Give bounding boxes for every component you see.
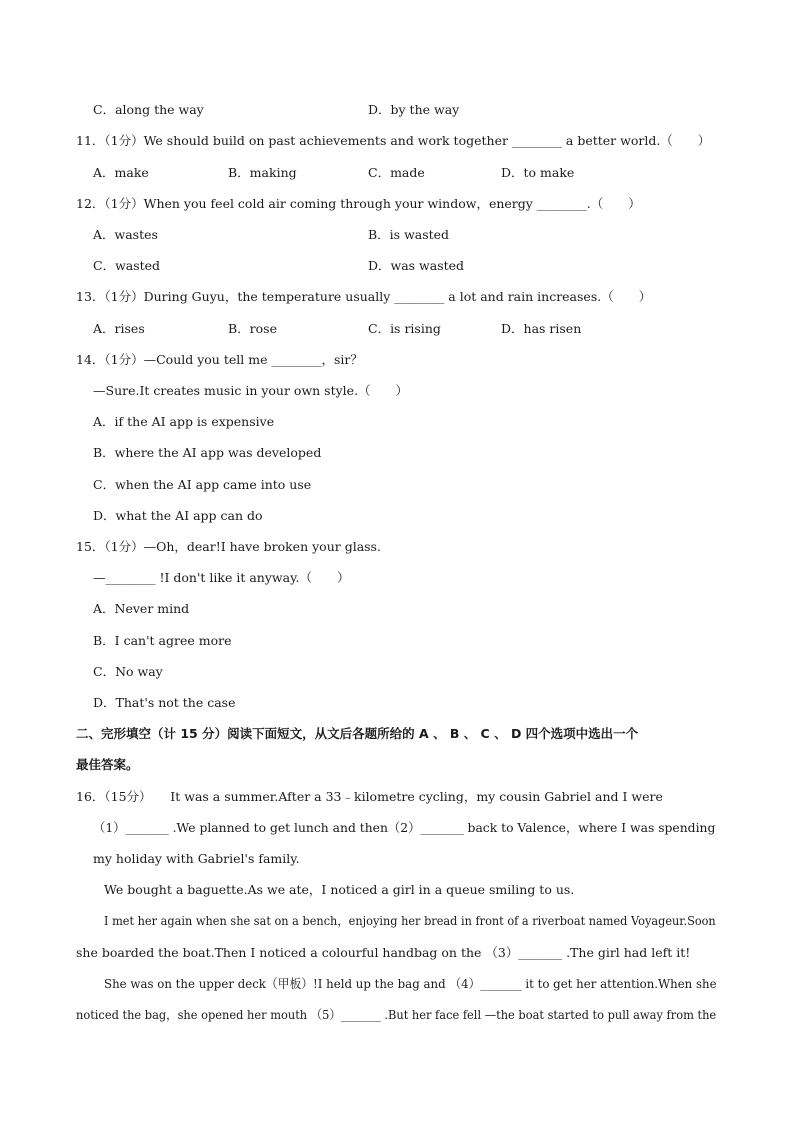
passage-line-5: I met her again when she sat on a bench，enjoying her bread in front of a riverboat named Voyageur.Soon [104,913,716,928]
q12-option-a: A．wastes [93,227,158,242]
q10-option-d: D．by the way [368,102,460,117]
passage-line-8: noticed the bag，she opened her mouth （5）_______ .But her face fell —the boat started to pull away from the [76,1007,717,1022]
q15-option-d: D．That's not the case [93,695,236,710]
q13-option-c: C．is rising [368,321,441,336]
q14-option-d: D．what the AI app can do [93,508,263,523]
q15-option-c: C．No way [93,664,163,679]
passage-line-2: （1）_______ .We planned to get lunch and then（2）_______ back to Valence，where I was spending [93,820,716,835]
q13-option-a: A．rises [93,321,145,336]
q11-option-c: C．made [368,165,425,180]
q14-option-c: C．when the AI app came into use [93,477,312,492]
q12-stem: 12．（1分）When you feel cold air coming through your window，energy ________.（ ） [76,196,641,211]
q15-reply: —________ !I don't like it anyway.（ ） [93,570,350,585]
passage-line-4: We bought a baguette.As we ate，I noticed a girl in a queue smiling to us. [104,882,575,897]
q14-option-b: B．where the AI app was developed [93,445,322,460]
q11-option-b: B．making [228,165,297,180]
q12-option-b: B．is wasted [368,227,450,242]
passage-line-7: She was on the upper deck（甲板）!I held up the bag and （4）_______ it to get her attention.When she [104,976,717,991]
q11-option-a: A．make [93,165,149,180]
q10-option-c: C．along the way [93,102,204,117]
q12-option-c: C．wasted [93,258,161,273]
q13-option-b: B．rose [228,321,277,336]
q15-stem: 15．（1分）—Oh，dear!I have broken your glass. [76,539,381,554]
q13-option-d: D．has risen [501,321,582,336]
q14-reply: —Sure.It creates music in your own style.（ ） [93,383,409,398]
q13-stem: 13．（1分）During Guyu，the temperature usually ________ a lot and rain increases.（ ） [76,289,652,304]
passage-line-3: my holiday with Gabriel's family. [93,851,300,866]
section-heading-cont: 最佳答案。 [76,757,139,772]
q11-option-d: D．to make [501,165,575,180]
passage-line-1: 16．（15分） It was a summer.After a 33﹣kilometre cycling，my cousin Gabriel and I were [76,789,663,804]
q14-stem: 14．（1分）—Could you tell me ________，sir？ [76,352,363,367]
q14-option-a: A．if the AI app is expensive [93,414,275,429]
q12-option-d: D．was wasted [368,258,465,273]
section-heading: 二、完形填空（计 15 分）阅读下面短文，从文后各题所给的 A 、 B 、 C 、 D 四个选项中选出一个 [76,726,639,741]
q15-option-a: A．Never mind [93,601,190,616]
q15-option-b: B．I can't agree more [93,633,232,648]
q11-stem: 11．（1分）We should build on past achievements and work together ________ a better world.（ ） [76,133,711,148]
passage-line-6: she boarded the boat.Then I noticed a colourful handbag on the （3）_______ .The girl had left it! [76,945,691,960]
